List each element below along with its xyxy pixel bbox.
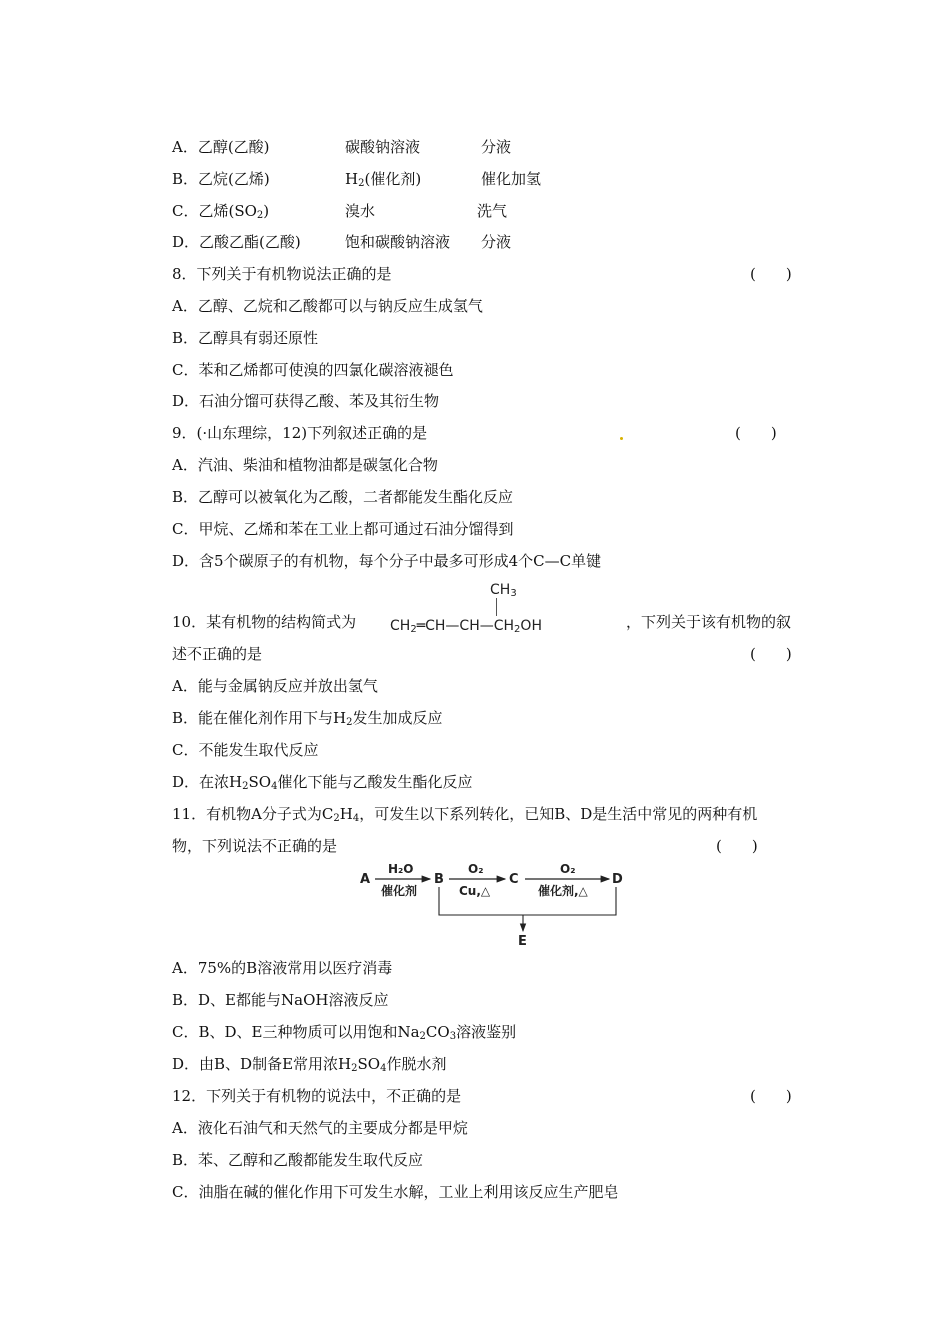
q8-option-a: A．乙醇、乙烷和乙酸都可以与钠反应生成氢气 <box>172 297 483 315</box>
scheme-B: B <box>434 872 444 887</box>
q9-option-c: C．甲烷、乙烯和苯在工业上都可通过石油分馏得到 <box>172 520 514 538</box>
q10-stem: 10．某有机物的结构简式为 <box>172 613 357 631</box>
q11-answer-bracket: ( ) <box>716 837 758 855</box>
q11-reaction-scheme <box>355 855 635 950</box>
q11-stem-line2: 物，下列说法不正确的是 <box>172 837 338 855</box>
q11-option-b: B．D、E都能与NaOH溶液反应 <box>172 991 389 1009</box>
q7-reagent-b: $H_2$(催化剂) <box>345 170 422 189</box>
q12-option-c: C．油脂在碱的催化作用下可发生水解，工业上利用该反应生产肥皂 <box>172 1183 619 1201</box>
q7-opt-d: D．乙酸乙酯(乙酸) <box>172 233 301 251</box>
q7-reagent-d: 饱和碳酸钠溶液 <box>345 233 451 251</box>
scheme-A: A <box>360 872 371 887</box>
arrow-3-top: O₂ <box>560 862 576 876</box>
q8-answer-bracket: ( ) <box>750 265 792 283</box>
q12-answer-bracket: ( ) <box>750 1087 792 1105</box>
q7-method-d: 分液 <box>481 233 512 251</box>
q8-option-c: C．苯和乙烯都可使溴的四氯化碳溶液褪色 <box>172 361 454 379</box>
q7-opt-c: C．乙烯$(SO_2)$ <box>172 202 270 221</box>
formula-methyl: $CH_3$ <box>490 582 517 599</box>
arrow-2-top: O₂ <box>468 862 484 876</box>
q10-option-d: D．在浓$H_2SO_4$催化下能与乙酸发生酯化反应 <box>172 773 473 792</box>
q11-stem: 11．有机物A分子式为$C_2H_4$，可发生以下系列转化，已知B、D是生活中常见的两种有机 <box>172 805 758 824</box>
arrow-1-top: H₂O <box>388 862 414 876</box>
q9-answer-bracket: ( ) <box>735 424 777 442</box>
q7-reagent-a: 碳酸钠溶液 <box>345 138 421 156</box>
q7-opt-a: A．乙醇(乙酸) <box>172 138 270 156</box>
q7-method-b: 催化加氢 <box>481 170 542 188</box>
q11-option-c: C．B、D、E三种物质可以用饱和$Na_2CO_3$溶液鉴别 <box>172 1023 517 1042</box>
q10-stem-line2: 述不正确的是 <box>172 645 263 663</box>
arrow-2-bottom: Cu,△ <box>459 884 491 898</box>
q7-opt-b: B．乙烷(乙烯) <box>172 170 270 188</box>
q8-option-b: B．乙醇具有弱还原性 <box>172 329 319 347</box>
q9-option-b: B．乙醇可以被氧化为乙酸，二者都能发生酯化反应 <box>172 488 514 506</box>
arrow-3-bottom: 催化剂,△ <box>538 884 588 898</box>
formula-chain: $CH_2═CH—CH—CH_2OH$ <box>390 618 542 635</box>
q9-stem: 9．(·山东理综，12)下列叙述正确的是 <box>172 424 428 442</box>
q12-option-b: B．苯、乙醇和乙酸都能发生取代反应 <box>172 1151 424 1169</box>
q12-stem: 12．下列关于有机物的说法中，不正确的是 <box>172 1087 462 1105</box>
q10-structural-formula <box>390 578 610 638</box>
arrow-1-bottom: 催化剂 <box>381 884 418 898</box>
q8-option-d: D．石油分馏可获得乙酸、苯及其衍生物 <box>172 392 440 410</box>
q7-reagent-c: 溴水 <box>345 202 376 220</box>
q9-option-a: A．汽油、柴油和植物油都是碳氢化合物 <box>172 456 438 474</box>
q11-option-a: A．75%的B溶液常用以医疗消毒 <box>172 959 393 977</box>
scheme-E: E <box>518 934 527 949</box>
q12-option-a: A．液化石油气和天然气的主要成分都是甲烷 <box>172 1119 468 1137</box>
q7-method-c: 洗气 <box>477 202 508 220</box>
q10-option-a: A．能与金属钠反应并放出氢气 <box>172 677 378 695</box>
scheme-C: C <box>509 872 519 887</box>
q8-stem: 8．下列关于有机物说法正确的是 <box>172 265 392 283</box>
q9-option-d: D．含5个碳原子的有机物，每个分子中最多可形成4个C—C单键 <box>172 552 602 570</box>
q10-answer-bracket: ( ) <box>750 645 792 663</box>
scheme-D: D <box>612 872 623 887</box>
q10-option-c: C．不能发生取代反应 <box>172 741 319 759</box>
q11-option-d: D．由B、D制备E常用浓$H_2SO_4$作脱水剂 <box>172 1055 447 1074</box>
stray-dot <box>620 437 623 440</box>
q10-stem-cont: ，下列关于该有机物的叙 <box>626 613 792 631</box>
q10-option-b: B．能在催化剂作用下与$H_2$发生加成反应 <box>172 709 443 728</box>
formula-bond <box>496 598 497 616</box>
q7-method-a: 分液 <box>481 138 512 156</box>
